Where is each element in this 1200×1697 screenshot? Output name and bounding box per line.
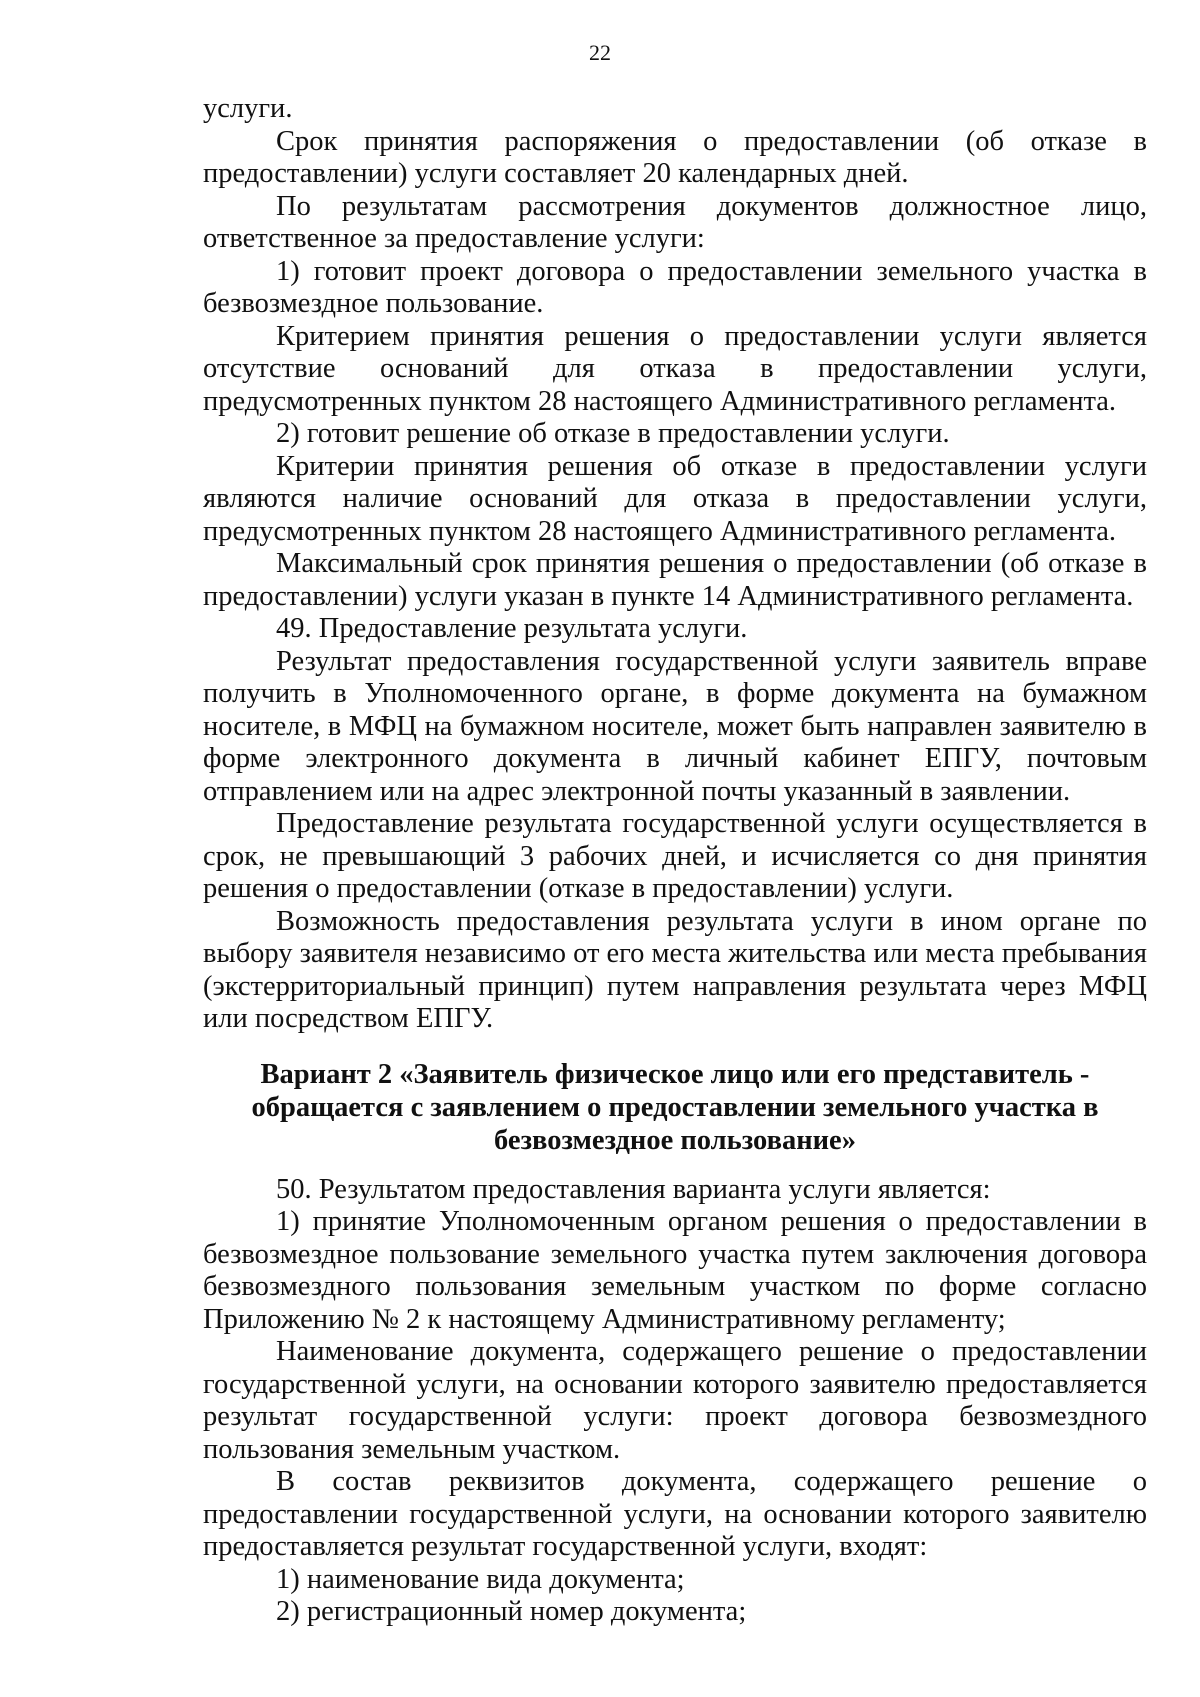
page-number: 22 bbox=[589, 40, 611, 65]
paragraph: По результатам рассмотрения документов должностное лицо, ответственное за предоставление услуги: bbox=[203, 190, 1147, 254]
paragraph: Срок принятия распоряжения о предоставлении (об отказе в предоставлении) услуги составляет 20 календарных дней. bbox=[203, 125, 1147, 189]
paragraph: 2) готовит решение об отказе в предоставлении услуги. bbox=[276, 418, 950, 449]
section-heading bbox=[203, 1058, 1147, 1157]
paragraph: 1) принятие Уполномоченным органом решения о предоставлении в безвозмездное пользование земельного участка путем заключения договора безвозмездного пользования земельным участком по форме согласно Приложению № 2 к настоящему Административному регламенту; bbox=[203, 1206, 1147, 1335]
paragraph: 1) наименование вида документа; bbox=[276, 1563, 685, 1595]
paragraph: 49. Предоставление результата услуги. bbox=[276, 613, 748, 644]
paragraph: 1) готовит проект договора о предоставлении земельного участка в безвозмездное пользование. bbox=[203, 255, 1147, 319]
paragraph: 50. Результатом предоставления варианта услуги является: bbox=[276, 1173, 991, 1205]
section-heading-line: Вариант 2 «Заявитель физическое лицо или его представитель - bbox=[260, 1058, 1090, 1090]
paragraph: Критерием принятия решения о предоставлении услуги является отсутствие оснований для отказа в предоставлении услуги, предусмотренных пунктом 28 настоящего Административного регламента. bbox=[203, 320, 1147, 417]
paragraph: Наименование документа, содержащего решение о предоставлении государственной услуги, на основании которого заявителю предоставляется результат государственной услуги: проект договора безвозмездного пользования земельным участком. bbox=[203, 1336, 1147, 1465]
paragraph: 2) регистрационный номер документа; bbox=[276, 1596, 747, 1627]
paragraph: Критерии принятия решения об отказе в предоставлении услуги являются наличие оснований для отказа в предоставлении услуги, предусмотренных пунктом 28 настоящего Административного регламента. bbox=[203, 450, 1147, 547]
paragraph: Максимальный срок принятия решения о предоставлении (об отказе в предоставлении) услуги указан в пункте 14 Административного регламента. bbox=[203, 548, 1147, 612]
paragraph: Результат предоставления государственной услуги заявитель вправе получить в Уполномоченного органе, в форме документа на бумажном носителе, в МФЦ на бумажном носителе, может быть направлен заявителю в форме электронного документа в личный кабинет ЕПГУ, почтовым отправлением или на адрес электронной почты указанный в заявлении. bbox=[203, 645, 1147, 807]
paragraph: Возможность предоставления результата услуги в ином органе по выбору заявителя независимо от его места жительства или места пребывания (экстерриториальный принцип) путем направления результата через МФЦ или посредством ЕПГУ. bbox=[203, 905, 1147, 1034]
section-heading-line: безвозмездное пользование» bbox=[494, 1124, 856, 1156]
paragraph: Предоставление результата государственной услуги осуществляется в срок, не превышающий 3 рабочих дней, и исчисляется со дня принятия решения о предоставлении (отказе в предоставлении) услуги. bbox=[203, 808, 1147, 904]
paragraph: В состав реквизитов документа, содержащего решение о предоставлении государственной услуги, на основании которого заявителю предоставляется результат государственной услуги, входят: bbox=[203, 1466, 1147, 1562]
document-body bbox=[203, 93, 1147, 1629]
paragraph: услуги. bbox=[203, 93, 293, 124]
section-heading-line: обращается с заявлением о предоставлении земельного участка в bbox=[251, 1091, 1099, 1123]
